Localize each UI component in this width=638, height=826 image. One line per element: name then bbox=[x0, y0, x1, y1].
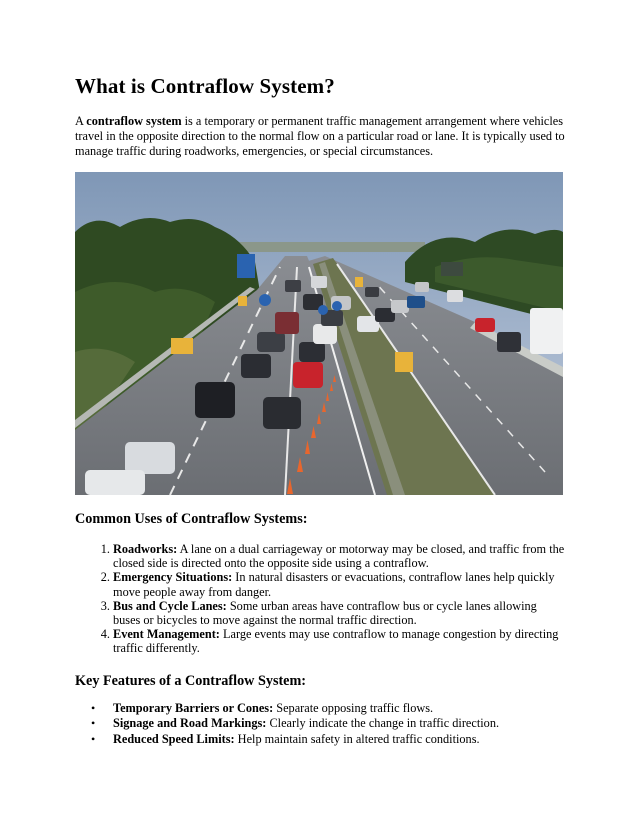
contraflow-motorway-photo bbox=[75, 172, 563, 495]
list-item-term: Roadworks: bbox=[113, 542, 178, 556]
uses-list bbox=[75, 542, 565, 656]
list-item-text: Large events may use contraflow to manage congestion by directing traffic differently. bbox=[113, 627, 559, 656]
features-list bbox=[75, 701, 565, 747]
list-item bbox=[113, 599, 565, 627]
list-item-term: Bus and Cycle Lanes: bbox=[113, 598, 227, 613]
list-item-text: A lane on a dual carriageway or motorway may be closed, and traffic from the closed side is directed onto the opposite side using a contraflow. bbox=[113, 542, 565, 571]
list-item bbox=[113, 542, 565, 570]
list-item-term: Reduced Speed Limits: bbox=[113, 731, 235, 746]
list-item-text: Clearly indicate the change in traffic direction. bbox=[266, 716, 500, 731]
intro-prefix: A bbox=[75, 114, 87, 128]
list-item-text: Some urban areas have contraflow bus or cycle lanes allowing buses or bicycles to move against the normal traffic direction. bbox=[113, 598, 537, 628]
list-item bbox=[113, 716, 565, 731]
uses-heading: Common Uses of Contraflow Systems: bbox=[75, 511, 308, 527]
list-item-term: Signage and Road Markings: bbox=[113, 716, 267, 731]
list-item-text: Separate opposing traffic flows. bbox=[273, 701, 434, 715]
list-item-term: Temporary Barriers or Cones: bbox=[113, 701, 274, 715]
list-item-text: Help maintain safety in altered traffic conditions. bbox=[234, 731, 480, 746]
list-item-term: Event Management: bbox=[113, 627, 220, 642]
list-item-term: Emergency Situations: bbox=[113, 570, 233, 585]
page-title: What is Contraflow System? bbox=[75, 74, 335, 98]
list-item bbox=[113, 732, 565, 747]
list-item bbox=[113, 701, 565, 716]
features-heading: Key Features of a Contraflow System: bbox=[75, 673, 307, 689]
list-item bbox=[113, 570, 565, 598]
intro-rest: is a temporary or permanent traffic management arrangement where vehicles travel in the opposite direction to the normal flow on a particular road or lane. It is typically used to manage traffic during roadworks, emergencies, or special circumstances. bbox=[75, 114, 565, 158]
list-item bbox=[113, 627, 565, 655]
intro-term: contraflow system bbox=[86, 114, 182, 128]
intro-paragraph bbox=[75, 114, 565, 159]
list-item-text: In natural disasters or evacuations, contraflow lanes help quickly move people away from danger. bbox=[113, 570, 555, 599]
